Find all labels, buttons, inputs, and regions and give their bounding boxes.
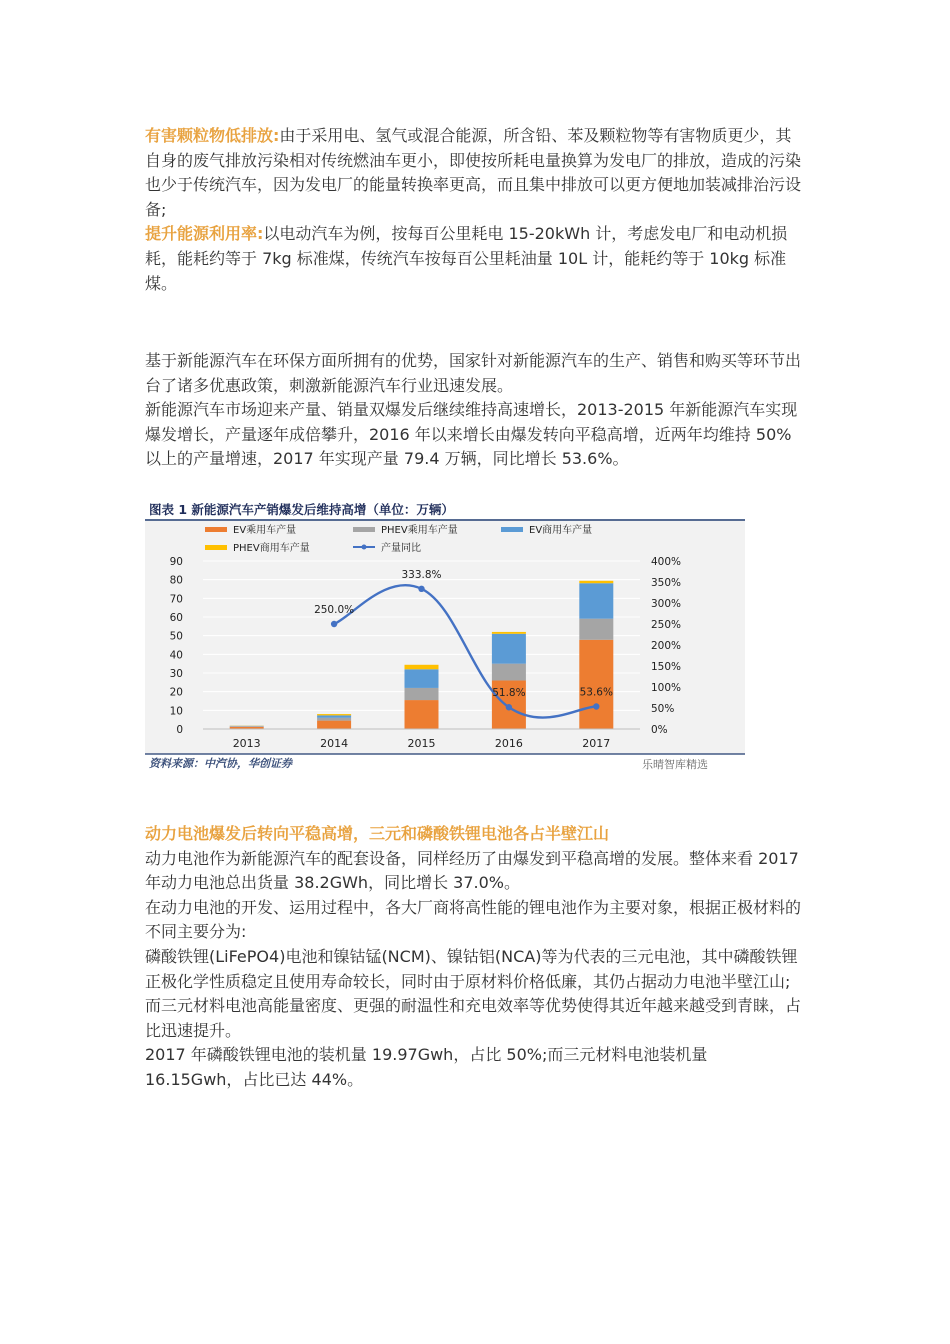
y2-tick-label: 300% (651, 598, 682, 610)
y-tick-label: 40 (169, 649, 183, 662)
x-tick-label: 2017 (582, 737, 611, 750)
growth-data-label: 333.8% (401, 568, 442, 581)
paragraph-emission (145, 124, 807, 222)
growth-point (506, 704, 512, 710)
paragraph-ternary: 而三元材料电池高能量密度、更强的耐温性和充电效率等优势使得其近年越来越受到青睐，占比迅速提升。 (145, 996, 802, 1040)
bar-segment (317, 718, 351, 721)
legend-swatch (501, 527, 523, 532)
y2-tick-label: 50% (651, 703, 675, 715)
paragraph-battery-types: 在动力电池的开发、运用过程中，各大厂商将高性能的锂电池作为主要对象，根据正极材料的不同主要分为: (145, 897, 802, 942)
growth-point (593, 703, 599, 709)
y2-tick-label: 400% (651, 556, 682, 568)
y-tick-label: 10 (169, 705, 183, 718)
legend-swatch (205, 545, 227, 550)
growth-data-label: 51.8% (492, 687, 526, 700)
energy-text: 以电动汽车为例，按每百公里耗电 15-20kWh 计，考虑发电厂和电动机损耗，能耗约等于 7kg 标准煤，传统汽车按每百公里耗油量 10L 计，能耗约等于 10kg 标准煤。 (145, 224, 788, 293)
chart-title: 图表 1 新能源汽车产销爆发后维持高增（单位：万辆） (149, 502, 454, 517)
y-tick-label: 20 (169, 686, 183, 699)
bar-segment (579, 583, 613, 618)
bar-segment (492, 632, 526, 634)
y2-tick-label: 100% (651, 682, 682, 694)
y-tick-label: 50 (169, 630, 183, 643)
bar-segment (230, 726, 264, 727)
paragraph-battery-overview: 动力电池作为新能源汽车的配套设备，同样经历了由爆发到平稳高增的发展。整体来看 2017 年动力电池总出货量 38.2GWh，同比增长 37.0%。 (145, 848, 799, 893)
x-tick-label: 2013 (232, 737, 261, 750)
paragraph-lfp: 磷酸铁锂(LiFePO4)电池和镍钴锰(NCM)、镍钴铝(NCA)等为代表的三元电池，其中磷酸铁锂正极化学性质稳定且使用寿命较长，同时由于原材料价格低廉，其仍占据动力电池半壁江山; (145, 946, 798, 991)
bar-segment (317, 714, 351, 715)
x-tick-label: 2016 (494, 737, 523, 750)
y2-tick-label: 150% (651, 661, 682, 673)
y2-tick-label: 200% (651, 640, 682, 652)
bar-segment (579, 619, 613, 640)
bar-segment (579, 640, 613, 729)
battery-section-title: 动力电池爆发后转向平稳高增，三元和磷酸铁锂电池各占半壁江山 (145, 824, 610, 843)
legend-swatch (205, 527, 227, 532)
y-tick-label: 0 (176, 724, 183, 736)
growth-point (331, 621, 337, 627)
legend-label: PHEV乘用车产量 (381, 525, 458, 536)
section-battery (145, 822, 807, 1093)
legend-label: EV乘用车产量 (233, 525, 297, 536)
legend-swatch (353, 527, 375, 532)
emission-text: 由于采用电、氢气或混合能源，所含铅、苯及颗粒物等有害物质更少，其自身的废气排放污染相对传统燃油车更小，即使按所耗电量换算为发电厂的排放，造成的污染也少于传统汽车，因为发电厂的能量转换率更高，而且集中排放可以更方便地加装减排治污设备; (145, 126, 802, 219)
legend-label: PHEV商用车产量 (233, 543, 310, 554)
production-chart (145, 499, 745, 774)
paragraph-energy (145, 222, 807, 296)
section-market (145, 349, 807, 472)
bar-segment (405, 665, 439, 669)
growth-point (418, 586, 424, 592)
paragraph-installed: 2017 年磷酸铁锂电池的装机量 19.97Gwh，占比 50%;而三元材料电池装机量 16.15Gwh，占比已达 44%。 (145, 1045, 708, 1089)
bar-segment (317, 721, 351, 729)
bar-segment (579, 581, 613, 583)
y2-tick-label: 250% (651, 619, 682, 631)
x-tick-label: 2014 (320, 737, 349, 750)
y-tick-label: 80 (169, 574, 183, 587)
bar-segment (405, 700, 439, 729)
bar-segment (405, 669, 439, 688)
bar-segment (405, 688, 439, 700)
y-tick-label: 70 (169, 593, 183, 606)
emission-label: 有害颗粒物低排放: (145, 126, 280, 145)
x-tick-label: 2015 (407, 737, 436, 750)
bar-segment (317, 715, 351, 717)
bar-segment (492, 634, 526, 664)
paragraph-growth: 新能源汽车市场迎来产量、销量双爆发后继续维持高速增长，2013-2015 年新能源汽车实现爆发增长，产量逐年成倍攀升，2016 年以来增长由爆发转向平稳高增，近两年均维持 50%以上的产量增速，2017 年实现产量 79.4 万辆，同比增长 53.6%。 (145, 400, 798, 469)
y-tick-label: 60 (169, 612, 183, 624)
y-tick-label: 90 (169, 556, 183, 568)
legend-label: 产量同比 (381, 543, 421, 554)
bar-segment (492, 664, 526, 681)
y2-tick-label: 350% (651, 577, 682, 589)
legend-line-marker (362, 545, 367, 550)
chart-source: 资料来源：中汽协，华创证券 (149, 757, 292, 770)
y2-tick-label: 0% (651, 724, 668, 736)
energy-label: 提升能源利用率: (145, 224, 264, 244)
y-tick-label: 30 (169, 668, 183, 680)
paragraph-policy: 基于新能源汽车在环保方面所拥有的优势，国家针对新能源汽车的生产、销售和购买等环节出台了诸多优惠政策，刺激新能源汽车行业迅速发展。 (145, 351, 802, 395)
section-environment (145, 124, 807, 296)
growth-data-label: 53.6% (579, 686, 613, 699)
growth-data-label: 250.0% (314, 604, 355, 616)
legend-label: EV商用车产量 (529, 525, 593, 536)
chart-watermark: 乐晴智库精选 (642, 758, 708, 771)
